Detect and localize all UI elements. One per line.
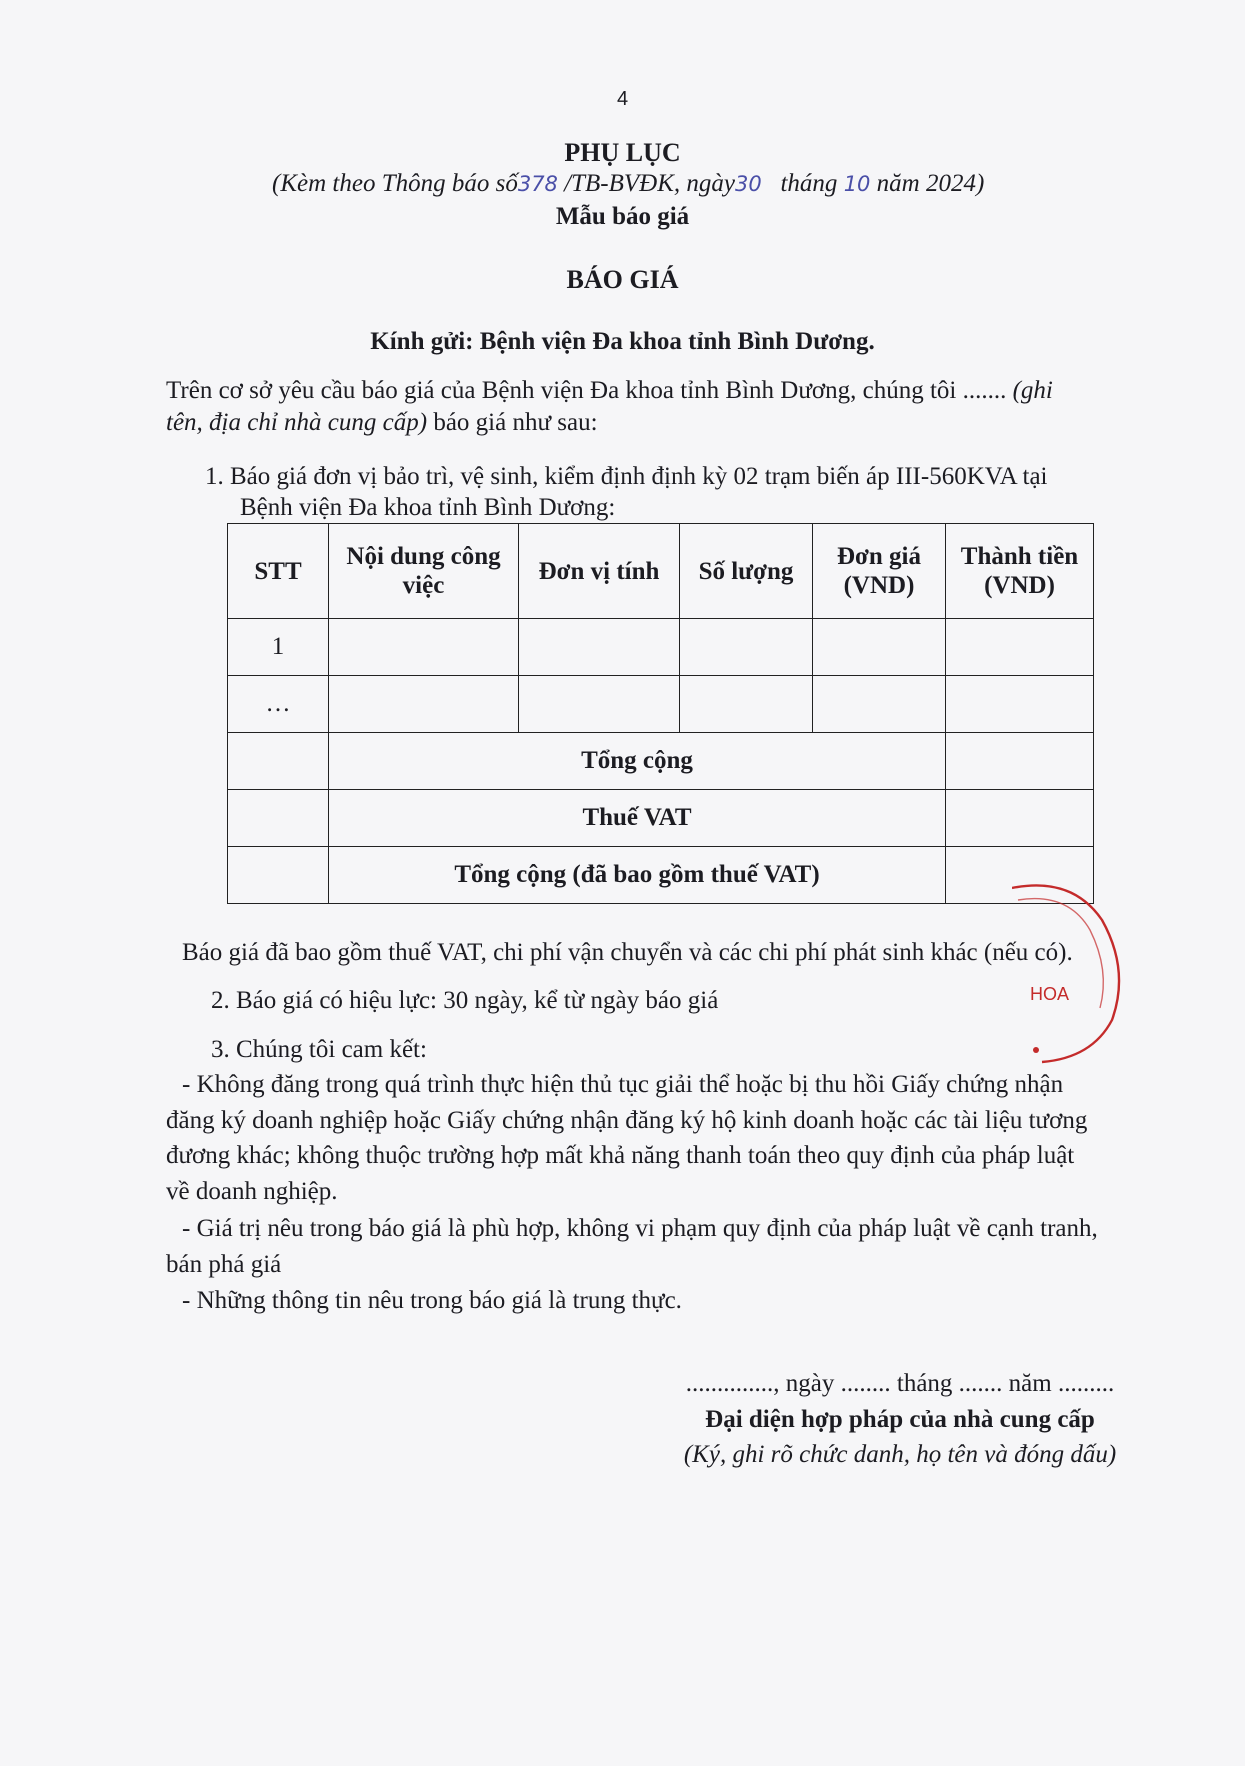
subtitle-mid2: tháng — [780, 170, 838, 197]
intro-italic: (ghi — [1012, 377, 1053, 404]
commit-2-line-1: - Giá trị nêu trong báo giá là phù hợp, không vi phạm quy định của pháp luật về cạnh tranh, — [182, 1215, 1098, 1242]
table-header-row — [228, 524, 1094, 619]
intro-regular-2: báo giá như sau: — [433, 409, 598, 436]
table-cell — [680, 619, 813, 676]
header-unit: Đơn vị tính — [519, 524, 680, 619]
form-name: Mẫu báo giá — [555, 203, 690, 230]
vat-label: Thuế VAT — [329, 790, 946, 847]
table-cell — [228, 790, 329, 847]
doc-title: BÁO GIÁ — [566, 265, 679, 294]
header-quantity: Số lượng — [680, 524, 813, 619]
handwritten-month: 10 — [843, 172, 871, 196]
recipient: Kính gửi: Bệnh viện Đa khoa tỉnh Bình Dương. — [370, 328, 875, 355]
commit-3: - Những thông tin nêu trong báo giá là trung thực. — [182, 1287, 682, 1314]
table-cell — [329, 619, 519, 676]
quote-table — [227, 523, 1094, 904]
signature-role: Đại diện hợp pháp của nhà cung cấp — [705, 1406, 1095, 1433]
header-unit-price: Đơn giá (VND) — [813, 524, 946, 619]
subtitle-end: năm 2024) — [876, 170, 985, 197]
commit-1-line-4: về doanh nghiệp. — [166, 1178, 338, 1205]
item-1-line-1: 1. Báo giá đơn vị bảo trì, vệ sinh, kiểm định định kỳ 02 trạm biến áp III-560KVA tại — [205, 463, 1048, 490]
table-cell: … — [228, 676, 329, 733]
intro-line-1 — [166, 376, 1053, 406]
partial-red-stamp — [1012, 880, 1130, 1080]
stamp-text: HOA — [1030, 984, 1070, 1004]
header-stt: STT — [228, 524, 329, 619]
vat-row — [228, 790, 1094, 847]
commit-1-line-2: đăng ký doanh nghiệp hoặc Giấy chứng nhận đăng ký hộ kinh doanh hoặc các tài liệu tương — [166, 1107, 1088, 1134]
appendix-title: PHỤ LỤC — [564, 138, 681, 167]
table-cell — [519, 619, 680, 676]
intro-line-2 — [166, 408, 598, 438]
table-cell — [813, 619, 946, 676]
total-row — [228, 733, 1094, 790]
table-cell — [946, 790, 1094, 847]
table-row — [228, 619, 1094, 676]
table-cell — [519, 676, 680, 733]
signature-date-line: .............., ngày ........ tháng ....... năm ......... — [685, 1370, 1115, 1397]
handwritten-doc-number: 378 — [517, 172, 558, 196]
subtitle-mid1: /TB-BVĐK, ngày — [564, 170, 735, 197]
page-number: 4 — [616, 88, 629, 110]
appendix-subtitle — [272, 169, 984, 199]
signature-instruction: (Ký, ghi rõ chức danh, họ tên và đóng dấu) — [683, 1441, 1117, 1468]
table-cell — [228, 847, 329, 904]
item-1-line-2: Bệnh viện Đa khoa tỉnh Bình Dương: — [240, 494, 616, 521]
table-cell — [228, 733, 329, 790]
header-amount: Thành tiền (VND) — [946, 524, 1094, 619]
intro-regular: Trên cơ sở yêu cầu báo giá của Bệnh viện Đa khoa tỉnh Bình Dương, chúng tôi ....... — [166, 377, 1007, 404]
table-cell — [946, 676, 1094, 733]
table-cell — [329, 676, 519, 733]
table-cell — [946, 733, 1094, 790]
item-2: 2. Báo giá có hiệu lực: 30 ngày, kể từ ngày báo giá — [211, 987, 719, 1014]
commit-1-line-1: - Không đăng trong quá trình thực hiện thủ tục giải thể hoặc bị thu hồi Giấy chứng nhận — [182, 1071, 1064, 1098]
header-content: Nội dung công việc — [329, 524, 519, 619]
item-3: 3. Chúng tôi cam kết: — [211, 1036, 427, 1063]
table-cell: 1 — [228, 619, 329, 676]
commit-2-line-2: bán phá giá — [166, 1251, 282, 1278]
table-cell — [946, 619, 1094, 676]
subtitle-prefix: (Kèm theo Thông báo số — [272, 170, 518, 197]
grand-total-label: Tổng cộng (đã bao gồm thuế VAT) — [329, 847, 946, 904]
total-label: Tổng cộng — [329, 733, 946, 790]
commit-1-line-3: đương khác; không thuộc trường hợp mất khả năng thanh toán theo quy định của pháp luật — [166, 1142, 1075, 1169]
intro-italic-2: tên, địa chỉ nhà cung cấp) — [166, 409, 428, 436]
grand-total-row — [228, 847, 1094, 904]
handwritten-day: 30 — [735, 172, 762, 196]
table-cell — [813, 676, 946, 733]
table-row — [228, 676, 1094, 733]
vat-note: Báo giá đã bao gồm thuế VAT, chi phí vận chuyển và các chi phí phát sinh khác (nếu có). — [182, 939, 1073, 966]
table-cell — [680, 676, 813, 733]
